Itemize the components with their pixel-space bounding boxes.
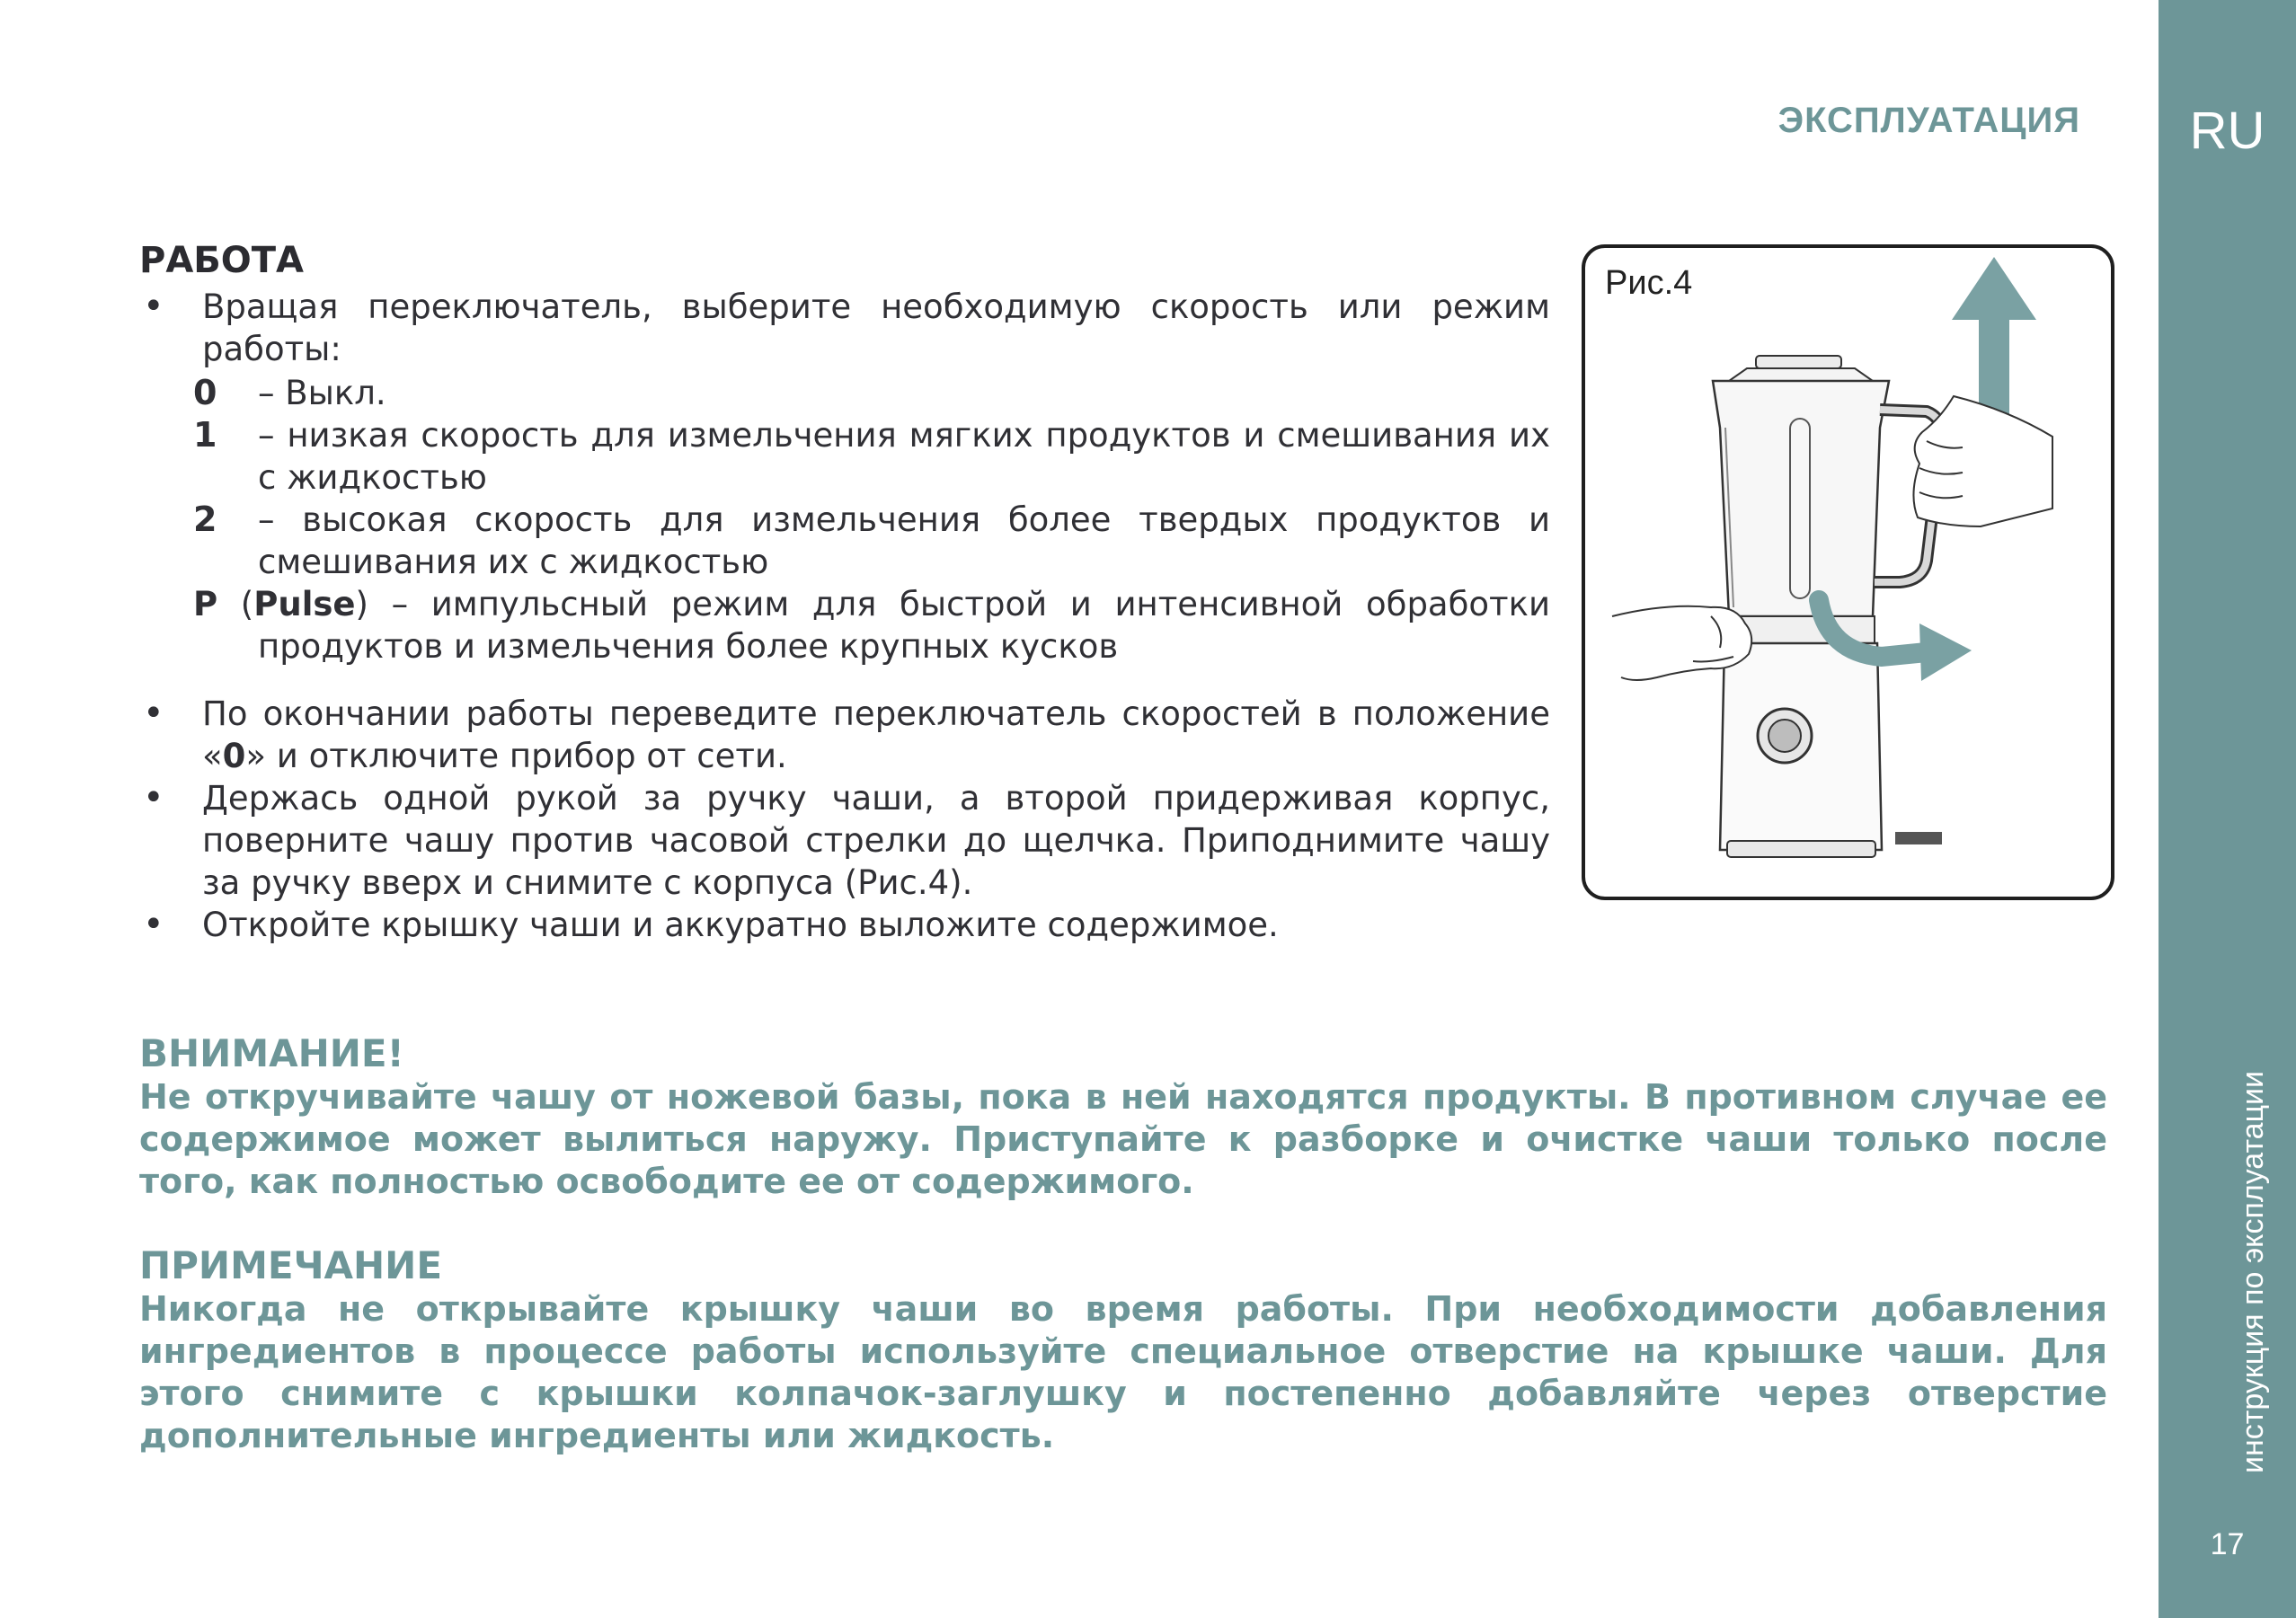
up-arrow-icon <box>1952 257 2036 414</box>
pulse-label: Pulse <box>253 585 356 623</box>
bullet-text: Откройте крышку чаши и аккуратно выложите содержимое. <box>202 906 1279 944</box>
work-title: РАБОТА <box>139 240 305 281</box>
bullet-text: По окончании работы переведите переключатель скоростей в положение « <box>202 694 1550 775</box>
figure-4 <box>1582 244 2114 900</box>
note-text: Никогда не открывайте крышку чаши во время работы. При необходимости добавления ингредиентов в процессе работы используйте специальное отверстие на крышке чаши. Для этого снимите с крышки колпачок-заглушку и постепенно добавляйте через отверстие дополнительные ингредиенты или жидкость. <box>139 1289 2107 1455</box>
side-bar <box>2159 0 2296 1618</box>
section-header: ЭКСПЛУАТАЦИЯ <box>1777 101 2080 140</box>
figure-label: Рис.4 <box>1605 264 1693 302</box>
mode-key: 2 <box>193 500 217 539</box>
list-item <box>139 777 1550 904</box>
bullet-bold-zero: 0 <box>222 737 246 775</box>
list-item <box>139 286 1550 370</box>
note-title: ПРИМЕЧАНИЕ <box>139 1243 443 1287</box>
page-number: 17 <box>2210 1527 2245 1561</box>
bullet-text: Держась одной рукой за ручку чаши, а второй придерживая корпус, поверните чашу против часовой стрелки до щелчка. Приподнимите чашу за ручку вверх и снимите с корпуса (Рис.4). <box>202 779 1550 902</box>
mode-row <box>193 372 1550 414</box>
work-section <box>139 235 1550 946</box>
mode-desc: – низкая скорость для измельчения мягких продуктов и смешивания их с жидкостью <box>258 416 1550 497</box>
bullet-icon: • <box>143 777 164 818</box>
vent-icon <box>1895 832 1942 844</box>
note-block <box>139 1243 2107 1457</box>
blender-illustration <box>1585 248 2111 897</box>
language-label: RU <box>2189 102 2265 160</box>
bullet-icon: • <box>143 693 164 734</box>
work-bullets-2 <box>139 693 1550 946</box>
mode-desc: ) – импульсный режим для быстрой и интенсивной обработки продуктов и измельчения более крупных кусков <box>258 585 1551 666</box>
mode-row <box>193 499 1550 583</box>
attention-text: Не откручивайте чашу от ножевой базы, пока в ней находятся продукты. В противном случае ее содержимое может вылиться наружу. Приступайте к разборке и очистке чаши только после того, как полностью освободите ее от содержимого. <box>139 1077 2107 1201</box>
side-caption: инструкция по эксплуатации <box>2236 1070 2270 1473</box>
mode-desc: – высокая скорость для измельчения более твердых продуктов и смешивания их с жидкостью <box>258 500 1550 581</box>
mode-pulse <box>193 583 1550 668</box>
list-item <box>139 904 1550 946</box>
bullet-icon: • <box>143 904 164 945</box>
mode-desc: – Выкл. <box>258 374 386 412</box>
bullet-icon: • <box>143 286 164 327</box>
attention-title: ВНИМАНИЕ! <box>139 1031 404 1075</box>
work-bullets <box>139 286 1550 370</box>
bullet-text: » и отключите прибор от сети. <box>245 737 787 775</box>
spacer <box>139 668 1550 693</box>
mode-key: 1 <box>193 415 217 455</box>
mode-key: P <box>193 585 218 623</box>
mode-key: 0 <box>193 373 217 412</box>
mode-row <box>193 414 1550 499</box>
bullet-text: Вращая переключатель, выберите необходимую скорость или режим работы: <box>202 287 1550 368</box>
attention-block <box>139 1031 2107 1203</box>
lid-icon <box>1729 368 1873 381</box>
paren-open: ( <box>240 585 254 623</box>
speed-modes <box>193 372 1550 668</box>
lid-cap-icon <box>1756 356 1841 368</box>
jar-icon <box>1713 381 1889 616</box>
list-item <box>139 693 1550 777</box>
